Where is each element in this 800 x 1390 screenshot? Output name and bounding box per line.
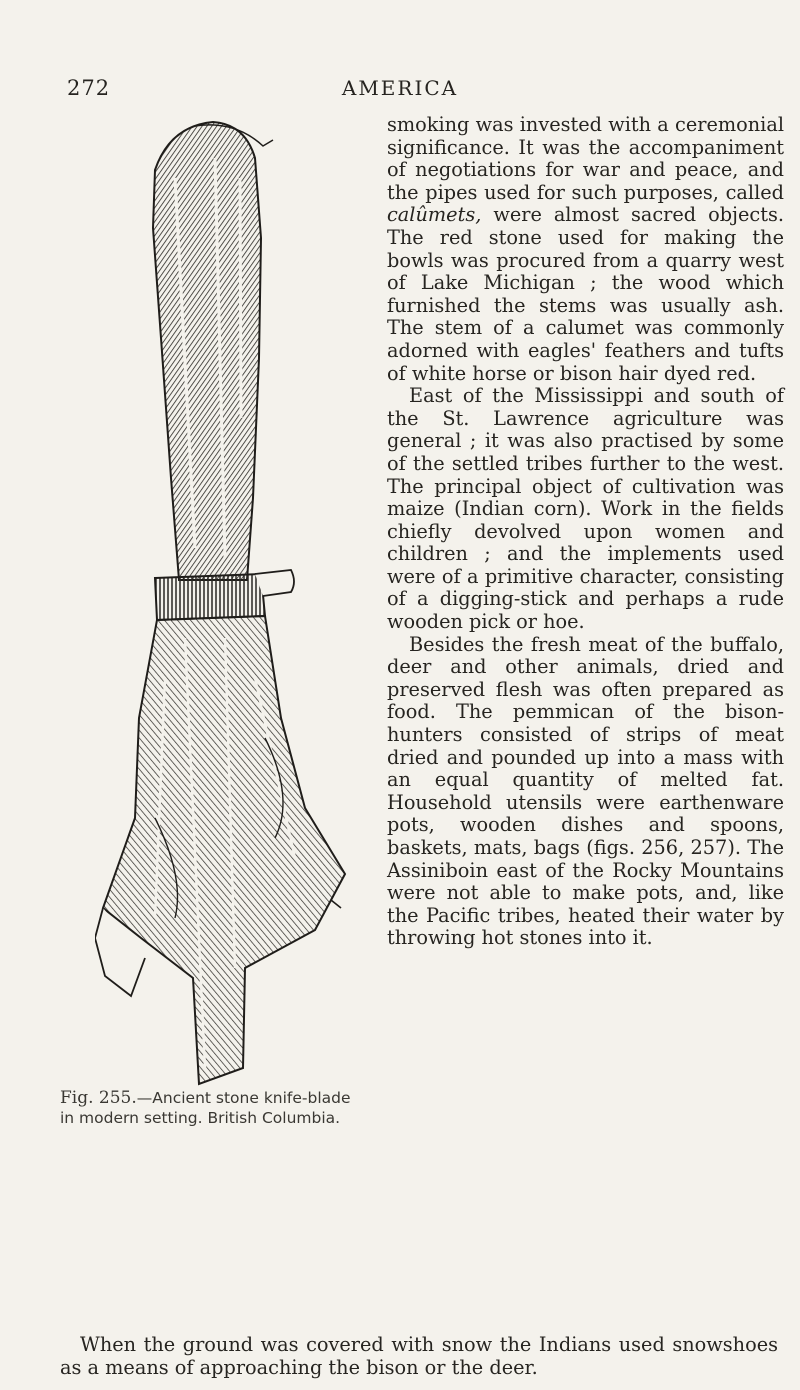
- body-text-column: [387, 114, 784, 950]
- paragraph-calumet-italic: calûmets,: [387, 203, 482, 227]
- paragraph-food: Besides the fresh meat of the buffalo, deer and other animals, dried and preserved flesh was often prepared as food. The pemmican of the bison-hunters consisted of strips of meat dried and pounded up into a mass with an equal quantity of melted fat. Household utensils were earthenware pots, wooden dishes and spoons, baskets, mats, bags (figs. 256, 257). The Assiniboin east of the Rocky Mountains were not able to make pots, and, like the Pacific tribes, heated their water by throwing hot stones into it.: [387, 632, 784, 950]
- page-number: 272: [67, 76, 111, 100]
- paragraph-calumet-part2: were almost sacred objects. The red stone used for making the bowls was procured from a quarry west of Lake Michigan ; the wood which furnished the stems was usually ash. The stem of a calumet was commonly adorned with eagles' feathers and tufts of white horse or bison hair dyed red.: [387, 203, 784, 385]
- stone-knife-blade-illustration-icon: [95, 118, 350, 1086]
- figure-caption: [60, 1088, 365, 1128]
- figure-illustration: [95, 118, 350, 1086]
- body-text-full-width: [60, 1334, 778, 1379]
- paragraph-snowshoes: When the ground was covered with snow the Indians used snowshoes as a means of approaching the bison or the deer.: [60, 1333, 778, 1379]
- figure-caption-text: —Ancient stone knife-blade in modern setting. British Columbia.: [60, 1089, 351, 1127]
- running-head: AMERICA: [341, 76, 459, 100]
- paragraph-calumet-part1: smoking was invested with a ceremonial significance. It was the accompaniment of negotiations for war and peace, and the pipes used for such purposes, called: [387, 113, 784, 204]
- page-header: [0, 76, 800, 106]
- paragraph-agriculture: East of the Mississippi and south of the St. Lawrence agriculture was general ; it was also practised by some of the settled tribes further to the west. The principal object of cultivation was maize (Indian corn). Work in the fields chiefly devolved upon women and children ; and the implements used were of a primitive character, consisting of a digging-stick and perhaps a rude wooden pick or hoe.: [387, 384, 784, 634]
- paragraph-calumet: [387, 114, 784, 385]
- figure-label: Fig. 255.: [60, 1088, 137, 1108]
